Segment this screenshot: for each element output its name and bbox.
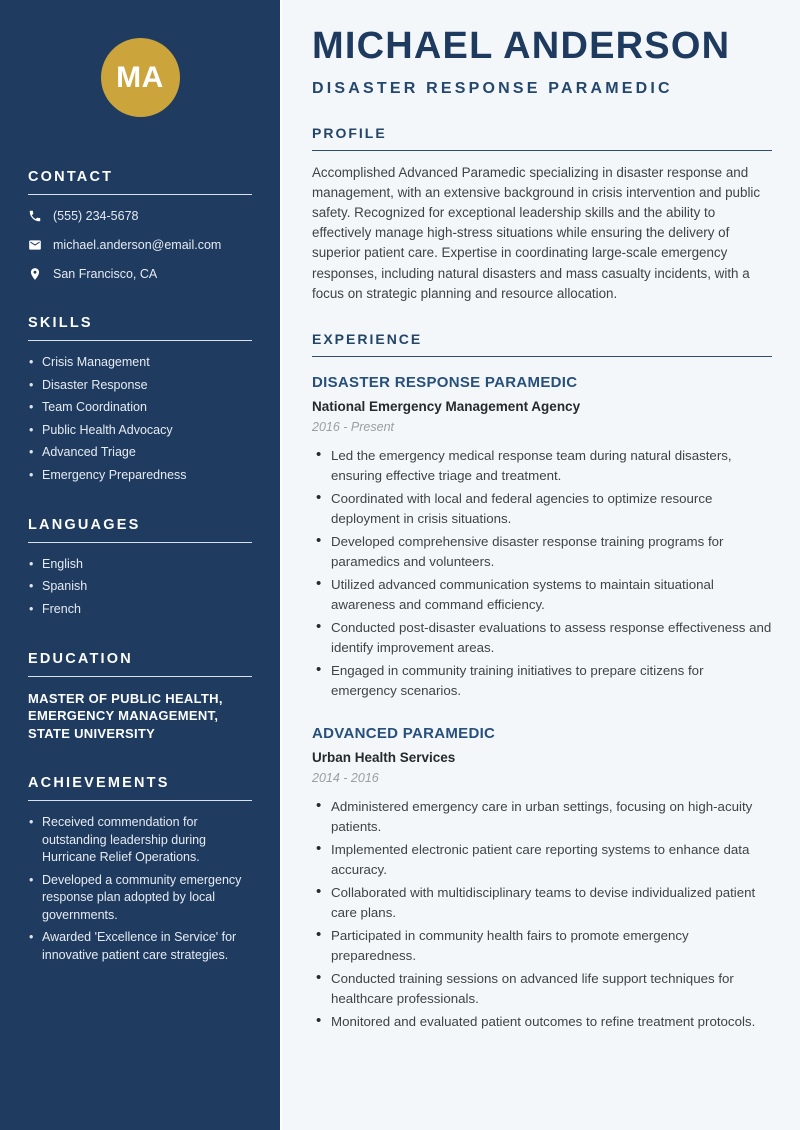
job-bullet: • Administered emergency care in urban settings, focusing on high-acuity patients. <box>312 797 772 837</box>
job-title: DISASTER RESPONSE PARAMEDIC <box>312 374 578 392</box>
skills-heading: SKILLS <box>28 315 252 341</box>
achievements-section <box>28 775 252 964</box>
achievement-item: • Developed a community emergency response plan adopted by local governments. <box>28 872 252 925</box>
avatar-initials: MA <box>116 60 164 94</box>
job-entry-1 <box>312 374 772 701</box>
contact-email <box>28 237 252 253</box>
job-bullet: • Coordinated with local and federal agencies to optimize resource deployment in crisis situations. <box>312 489 772 529</box>
sidebar <box>0 0 280 1130</box>
education-heading: EDUCATION <box>28 651 252 677</box>
profile-heading: PROFILE <box>312 125 772 151</box>
contact-phone-text: (555) 234-5678 <box>53 209 139 223</box>
skills-section <box>28 315 252 484</box>
contact-location <box>28 266 252 282</box>
job-entry-2 <box>312 725 772 1032</box>
job-bullet: • Engaged in community training initiatives to prepare citizens for emergency scenarios. <box>312 661 772 701</box>
language-item: • English <box>28 556 252 573</box>
job-bullet: • Monitored and evaluated patient outcomes to refine treatment protocols. <box>312 1012 772 1032</box>
education-section <box>28 651 252 743</box>
languages-heading: LANGUAGES <box>28 517 252 543</box>
skills-list <box>28 354 252 484</box>
job-company: National Emergency Management Agency <box>312 399 581 415</box>
person-title: DISASTER RESPONSE PARAMEDIC <box>312 79 673 97</box>
achievement-item: • Received commendation for outstanding leadership during Hurricane Relief Operations. <box>28 814 252 867</box>
job-bullet: • Participated in community health fairs to promote emergency preparedness. <box>312 926 772 966</box>
achievement-item: • Awarded 'Excellence in Service' for innovative patient care strategies. <box>28 929 252 964</box>
job-company: Urban Health Services <box>312 750 456 766</box>
job-bullet: • Led the emergency medical response team during natural disasters, ensuring effective triage and treatment. <box>312 446 772 486</box>
job-bullet-list <box>312 446 772 701</box>
achievements-list <box>28 814 252 964</box>
email-icon <box>28 238 42 252</box>
language-item: • Spanish <box>28 578 252 595</box>
contact-heading: CONTACT <box>28 169 252 195</box>
location-icon <box>28 267 42 281</box>
person-name: MICHAEL ANDERSON <box>312 25 731 67</box>
phone-icon <box>28 209 42 223</box>
contact-email-text: michael.anderson@email.com <box>53 238 222 252</box>
job-bullet: • Implemented electronic patient care reporting systems to enhance data accuracy. <box>312 840 772 880</box>
avatar <box>101 38 180 117</box>
main-content <box>280 0 800 1130</box>
profile-text: Accomplished Advanced Paramedic specializing in disaster response and management, with an extensive background in crisis intervention and public safety. Recognized for exceptional leadership skills and the ability to effectively manage high-stress situations while ensuring the delivery of superior patient care. Expertise in coordinating large-scale emergency responses, including natural disasters and mass casualty incidents, with a focus on strategic planning and resource allocation. <box>312 164 761 301</box>
achievements-heading: ACHIEVEMENTS <box>28 775 252 801</box>
job-bullet-list <box>312 797 772 1032</box>
job-bullet: • Conducted training sessions on advanced life support techniques for healthcare professionals. <box>312 969 772 1009</box>
job-bullet: • Developed comprehensive disaster response training programs for paramedics and volunteers. <box>312 532 772 572</box>
job-dates: 2014 - 2016 <box>312 771 379 786</box>
job-bullet: • Collaborated with multidisciplinary teams to devise individualized patient care plans. <box>312 883 772 923</box>
languages-list <box>28 556 252 618</box>
skill-item: • Public Health Advocacy <box>28 422 252 439</box>
contact-phone <box>28 208 252 224</box>
education-degree: MASTER OF PUBLIC HEALTH, EMERGENCY MANAGEMENT, STATE UNIVERSITY <box>28 690 223 741</box>
language-item: • French <box>28 601 252 618</box>
job-bullet: • Conducted post-disaster evaluations to assess response effectiveness and identify improvement areas. <box>312 618 772 658</box>
contact-section <box>28 169 252 282</box>
contact-location-text: San Francisco, CA <box>53 267 158 281</box>
skill-item: • Crisis Management <box>28 354 252 371</box>
experience-heading: EXPERIENCE <box>312 331 772 357</box>
skill-item: • Emergency Preparedness <box>28 467 252 484</box>
languages-section <box>28 517 252 618</box>
skill-item: • Team Coordination <box>28 399 252 416</box>
job-title: ADVANCED PARAMEDIC <box>312 725 496 743</box>
job-dates: 2016 - Present <box>312 420 394 435</box>
skill-item: • Disaster Response <box>28 377 252 394</box>
job-bullet: • Utilized advanced communication systems to maintain situational awareness and command efficiency. <box>312 575 772 615</box>
skill-item: • Advanced Triage <box>28 444 252 461</box>
